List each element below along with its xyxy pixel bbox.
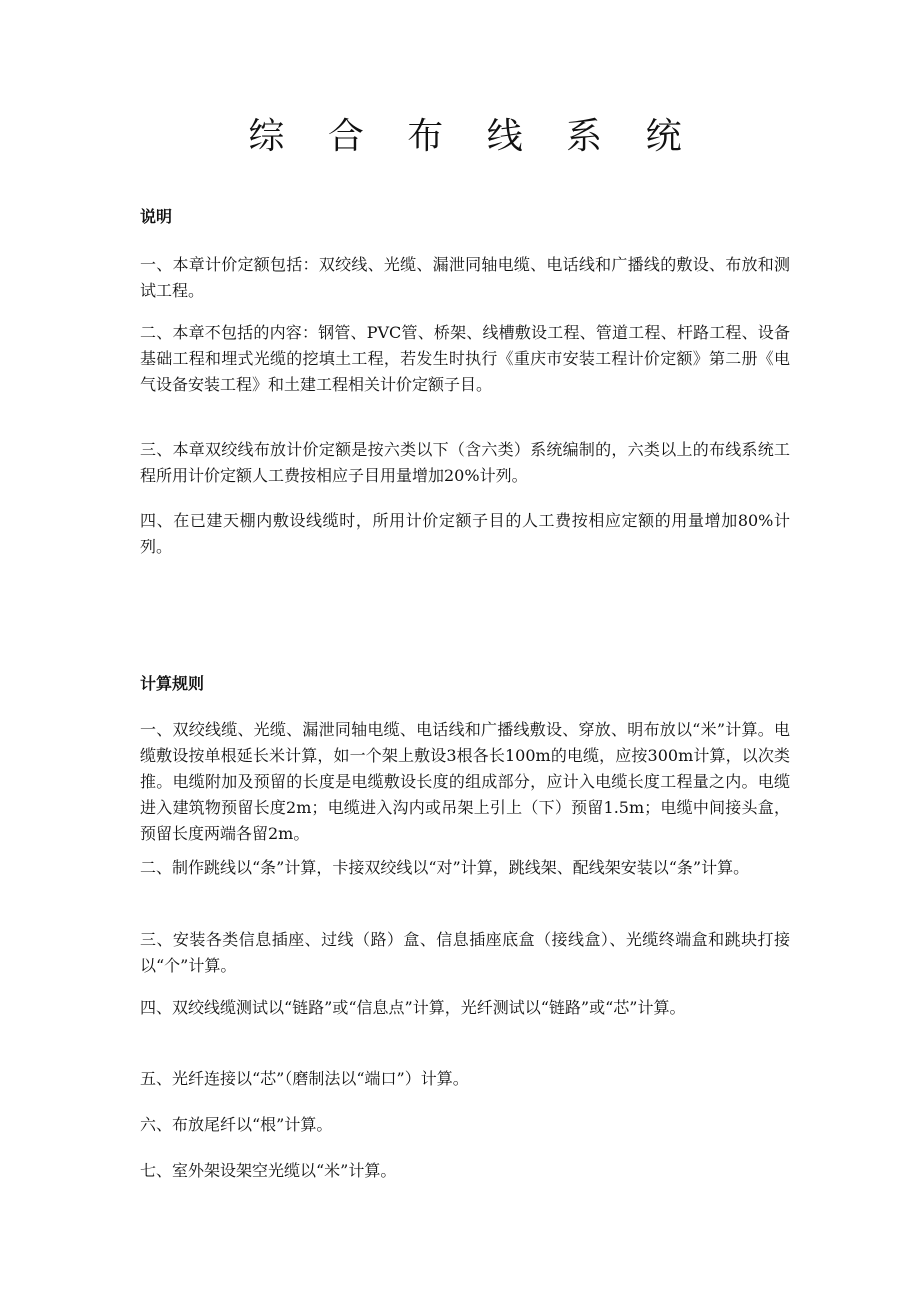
section-heading-description: 说明 (140, 207, 173, 226)
rule-item-3: 三、安装各类信息插座、过线（路）盒、信息插座底盒（接线盒）、光缆终端盒和跳块打接以“个”计算。 (140, 930, 790, 975)
rule-item-7: 七、室外架设架空光缆以“米”计算。 (140, 1161, 397, 1180)
description-item-1: 一、本章计价定额包括：双绞线、光缆、漏泄同轴电缆、电话线和广播线的敷设、布放和测试工程。 (140, 255, 790, 300)
rule-item-1: 一、双绞线缆、光缆、漏泄同轴电缆、电话线和广播线敷设、穿放、明布放以“米”计算。电缆敷设按单根延长米计算，如一个架上敷设3根各长100m的电缆，应按300m计算，以次类推。电缆附加及预留的长度是电缆敷设长度的组成部分，应计入电缆长度工程量之内。电缆进入建筑物预留长度2m；电缆进入沟内或吊架上引上（下）预留1.5m；电缆中间接头盒，预留长度两端各留2m。 (140, 720, 790, 843)
rule-item-4: 四、双绞线缆测试以“链路”或“信息点”计算，光纤测试以“链路”或“芯”计算。 (140, 998, 686, 1017)
rule-item-6: 六、布放尾纤以“根”计算。 (140, 1115, 333, 1134)
description-item-2: 二、本章不包括的内容：钢管、PVC管、桥架、线槽敷设工程、管道工程、杆路工程、设备基础工程和埋式光缆的挖填土工程，若发生时执行《重庆市安装工程计价定额》第二册《电气设备安装工程》和土建工程相关计价定额子目。 (140, 323, 790, 394)
rule-item-5: 五、光纤连接以“芯”（磨制法以“端口”）计算。 (140, 1069, 469, 1088)
section-heading-calculation-rules: 计算规则 (140, 674, 205, 693)
rule-item-2: 二、制作跳线以“条”计算，卡接双绞线以“对”计算，跳线架、配线架安装以“条”计算。 (140, 858, 750, 877)
description-item-3: 三、本章双绞线布放计价定额是按六类以下（含六类）系统编制的，六类以上的布线系统工程所用计价定额人工费按相应子目用量增加20%计列。 (140, 440, 790, 485)
document-title: 综 合 布 线 系 统 (248, 116, 698, 157)
description-item-4: 四、在已建天棚内敷设线缆时，所用计价定额子目的人工费按相应定额的用量增加80%计列。 (140, 511, 790, 556)
